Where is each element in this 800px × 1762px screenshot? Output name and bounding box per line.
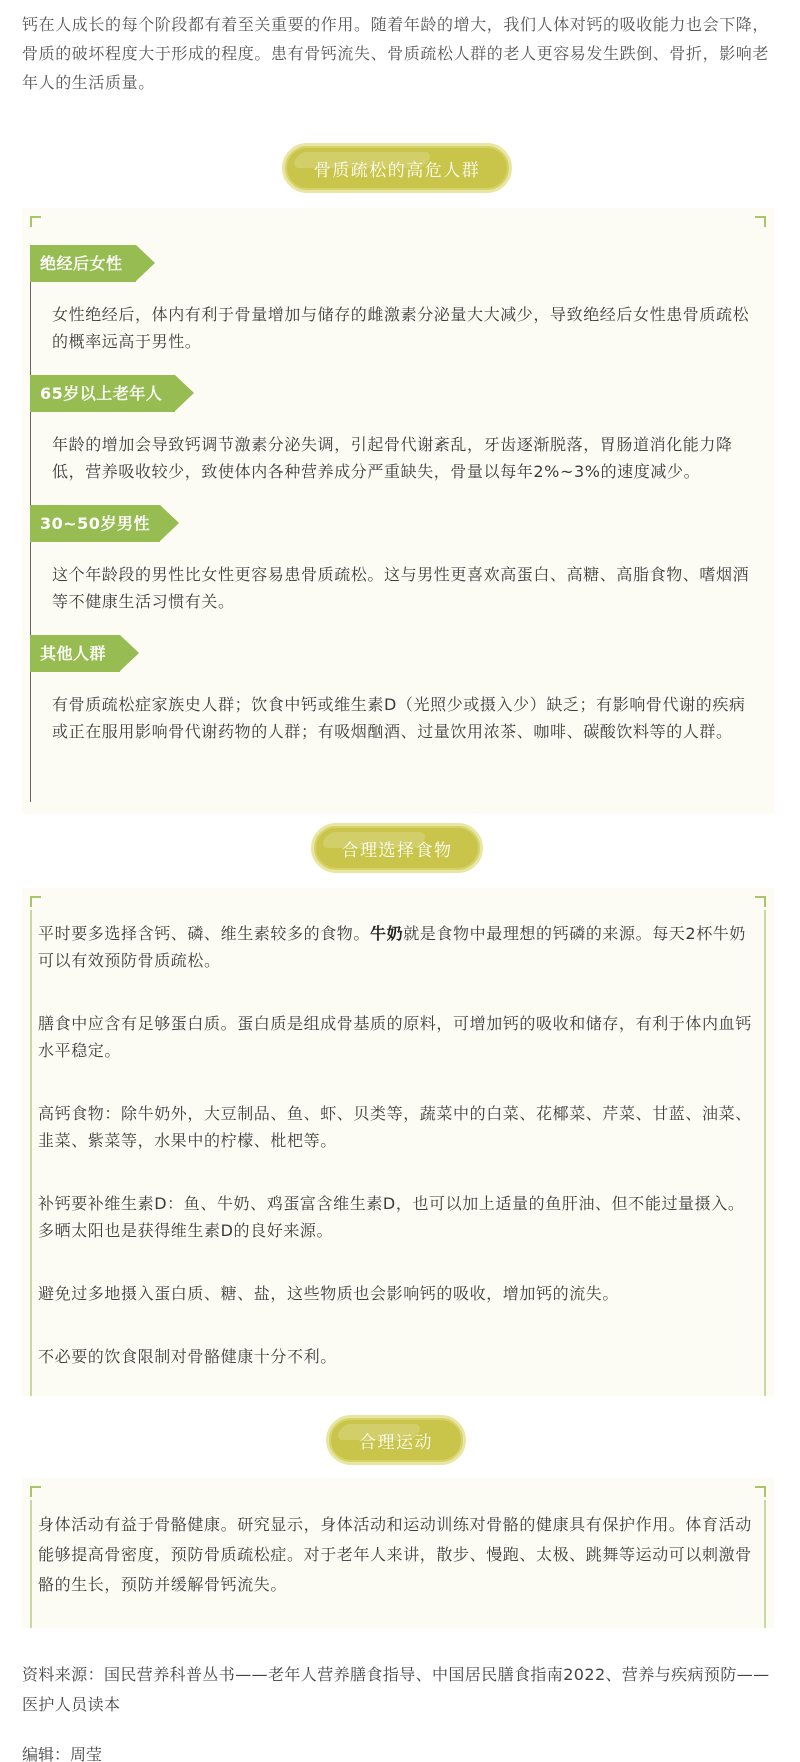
- food-paragraph: 高钙食物：除牛奶外，大豆制品、鱼、虾、贝类等，蔬菜中的白菜、花椰菜、芹菜、甘蓝、油菜、韭菜、紫菜等，水果中的柠檬、枇杷等。: [38, 1104, 752, 1150]
- tag-men-30-50: 30~50岁男性: [30, 505, 160, 542]
- section-title-text: 合理选择食物: [341, 840, 453, 861]
- right-rule: [764, 910, 766, 1396]
- corner-ornament: [30, 896, 41, 907]
- section-title-food: [311, 823, 483, 873]
- food-paragraph: [38, 920, 758, 974]
- tag-over-65: 65岁以上老年人: [30, 375, 175, 412]
- tag-other-groups: 其他人群: [30, 635, 120, 672]
- section-title-high-risk: [282, 143, 512, 193]
- section-title-exercise: [326, 1415, 466, 1465]
- exercise-box: [22, 1478, 774, 1628]
- corner-ornament: [755, 896, 766, 907]
- left-rule: [30, 910, 32, 1396]
- section-title-text: 骨质疏松的高危人群: [313, 160, 481, 181]
- source-note: 资料来源：国民营养科普丛书——老年人营养膳食指导、中国居民膳食指南2022、营养与疾病预防——医护人员读本: [22, 1665, 770, 1714]
- right-rule: [764, 1500, 766, 1628]
- text-run: 平时要多选择含钙、磷、维生素较多的食物。: [38, 924, 371, 943]
- food-box: [22, 888, 774, 1396]
- editor-credit: 编辑：周莹: [22, 1745, 103, 1762]
- group-text: 这个年龄段的男性比女性更容易患骨质疏松。这与男性更喜欢高蛋白、高糖、高脂食物、嗜烟酒等不健康生活习惯有关。: [52, 565, 750, 611]
- group-text: 年龄的增加会导致钙调节激素分泌失调，引起骨代谢紊乱，牙齿逐渐脱落，胃肠道消化能力降低，营养吸收较少，致使体内各种营养成分严重缺失，骨量以每年2%~3%的速度减少。: [52, 435, 733, 481]
- group-text: 女性绝经后，体内有利于骨量增加与储存的雌激素分泌量大大减少，导致绝经后女性患骨质疏松的概率远高于男性。: [52, 305, 750, 351]
- section-title-text: 合理运动: [359, 1432, 433, 1453]
- food-paragraph: 膳食中应含有足够蛋白质。蛋白质是组成骨基质的原料，可增加钙的吸收和储存，有利于体内血钙水平稳定。: [38, 1014, 752, 1060]
- intro-paragraph: 钙在人成长的每个阶段都有着至关重要的作用。随着年龄的增大，我们人体对钙的吸收能力也会下降，骨质的破坏程度大于形成的程度。患有骨钙流失、骨质疏松人群的老人更容易发生跌倒、骨折，影响老年人的生活质量。: [22, 15, 770, 92]
- text-run: 就是食物中最理想的钙磷的来源。每天2杯牛奶可以有效预防骨质疏松。: [38, 924, 746, 970]
- food-paragraph: 补钙要补维生素D：鱼、牛奶、鸡蛋富含维生素D，也可以加上适量的鱼肝油、但不能过量摄入。多晒太阳也是获得维生素D的良好来源。: [38, 1194, 745, 1240]
- tag-postmenopausal-women: 绝经后女性: [30, 245, 136, 282]
- corner-ornament: [30, 216, 41, 227]
- bold-text: 牛奶: [370, 924, 404, 943]
- food-paragraph: 避免过多地摄入蛋白质、糖、盐，这些物质也会影响钙的吸收，增加钙的流失。: [38, 1284, 620, 1303]
- corner-ornament: [755, 216, 766, 227]
- food-paragraph: 不必要的饮食限制对骨骼健康十分不利。: [38, 1347, 337, 1366]
- corner-ornament: [755, 1486, 766, 1497]
- corner-ornament: [30, 1486, 41, 1497]
- group-text: 有骨质疏松症家族史人群；饮食中钙或维生素D（光照少或摄入少）缺乏；有影响骨代谢的疾病或正在服用影响骨代谢药物的人群；有吸烟酗酒、过量饮用浓茶、咖啡、碳酸饮料等的人群。: [52, 695, 746, 741]
- high-risk-box: [22, 208, 774, 814]
- exercise-paragraph: 身体活动有益于骨骼健康。研究显示，身体活动和运动训练对骨骼的健康具有保护作用。体育活动能够提高骨密度，预防骨质疏松症。对于老年人来讲，散步、慢跑、太极、跳舞等运动可以刺激骨骼的生长，预防并缓解骨钙流失。: [38, 1515, 752, 1594]
- left-rule: [30, 1500, 32, 1628]
